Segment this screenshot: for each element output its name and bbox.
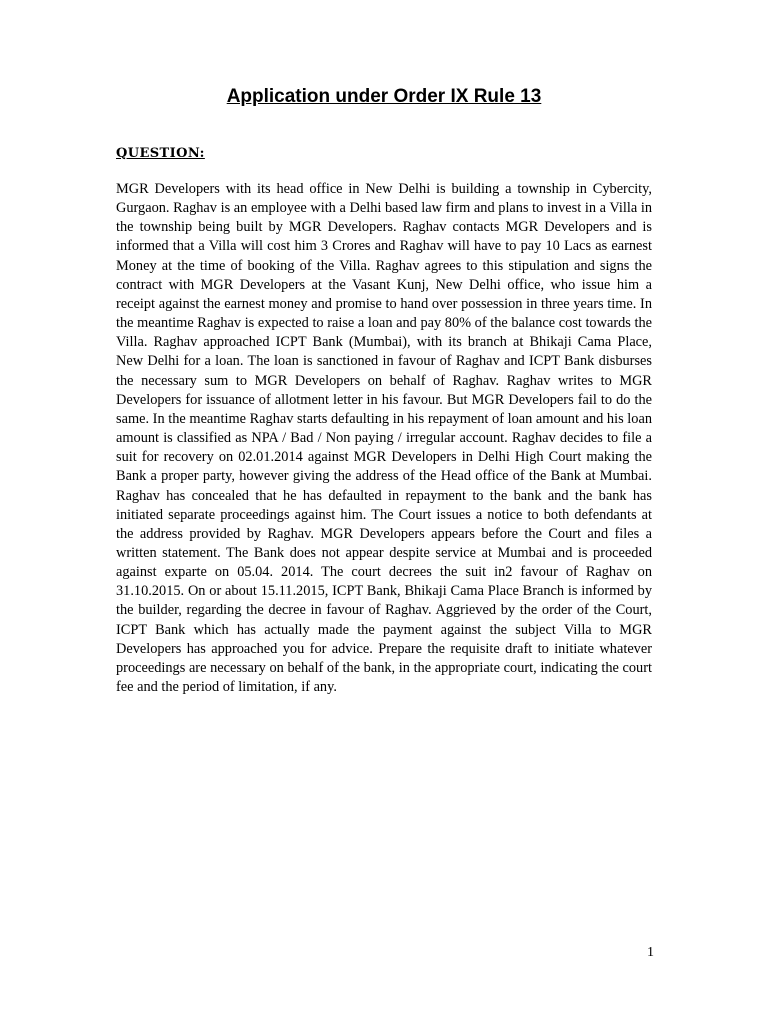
document-title: Application under Order IX Rule 13 xyxy=(226,86,542,107)
page-number: 1 xyxy=(647,945,654,960)
question-body-paragraph: MGR Developers with its head office in New Delhi is building a township in Cybercity, Gurgaon. Raghav is an employee with a Delhi based law firm and plans to invest in a Villa in the township being built by MGR Developers. Raghav contacts MGR Developers and is informed that a Villa will cost him 3 Crores and Raghav will have to pay 10 Lacs as earnest Money at the time of booking of the Villa. Raghav agrees to this stipulation and signs the contract with MGR Developers at the Vasant Kunj, New Delhi office, who issue him a receipt against the earnest money and promise to hand over possession in three years time. In the meantime Raghav is expected to raise a loan and pay 80% of the balance cost towards the Villa. Raghav approached ICPT Bank (Mumbai), with its branch at Bhikaji Cama Place, New Delhi for a loan. The loan is sanctioned in favour of Raghav and ICPT Bank disburses the necessary sum to MGR Developers on behalf of Raghav. Raghav writes to MGR Developers for issuance of allotment letter in his favour. But MGR Developers fail to do the same. In the meantime Raghav starts defaulting in his repayment of loan amount and his loan amount is classified as NPA / Bad / Non paying / irregular account. Raghav decides to file a suit for recovery on 02.01.2014 against MGR Developers in Delhi High Court making the Bank a proper party, however giving the address of the Head office of the Bank at Mumbai. Raghav has concealed that he has defaulted in repayment to the bank and the bank has initiated separate proceedings against him. The Court issues a notice to both defendants at the address provided by Raghav. MGR Developers appears before the Court and files a written statement. The Bank does not appear despite service at Mumbai and is proceeded against exparte on 05.04. 2014. The court decrees the suit in2 favour of Raghav on 31.10.2015. On or about 15.11.2015, ICPT Bank, Bhikaji Cama Place Branch is informed by the builder, regarding the decree in favour of Raghav. Aggrieved by the order of the Court, ICPT Bank which has actually made the payment against the subject Villa to MGR Developers has approached you for advice. Prepare the requisite draft to initiate whatever proceedings are necessary on behalf of the bank, in the appropriate court, indicating the court fee and the period of limitation, if any. xyxy=(116,181,652,696)
question-heading: QUESTION: xyxy=(116,146,205,161)
